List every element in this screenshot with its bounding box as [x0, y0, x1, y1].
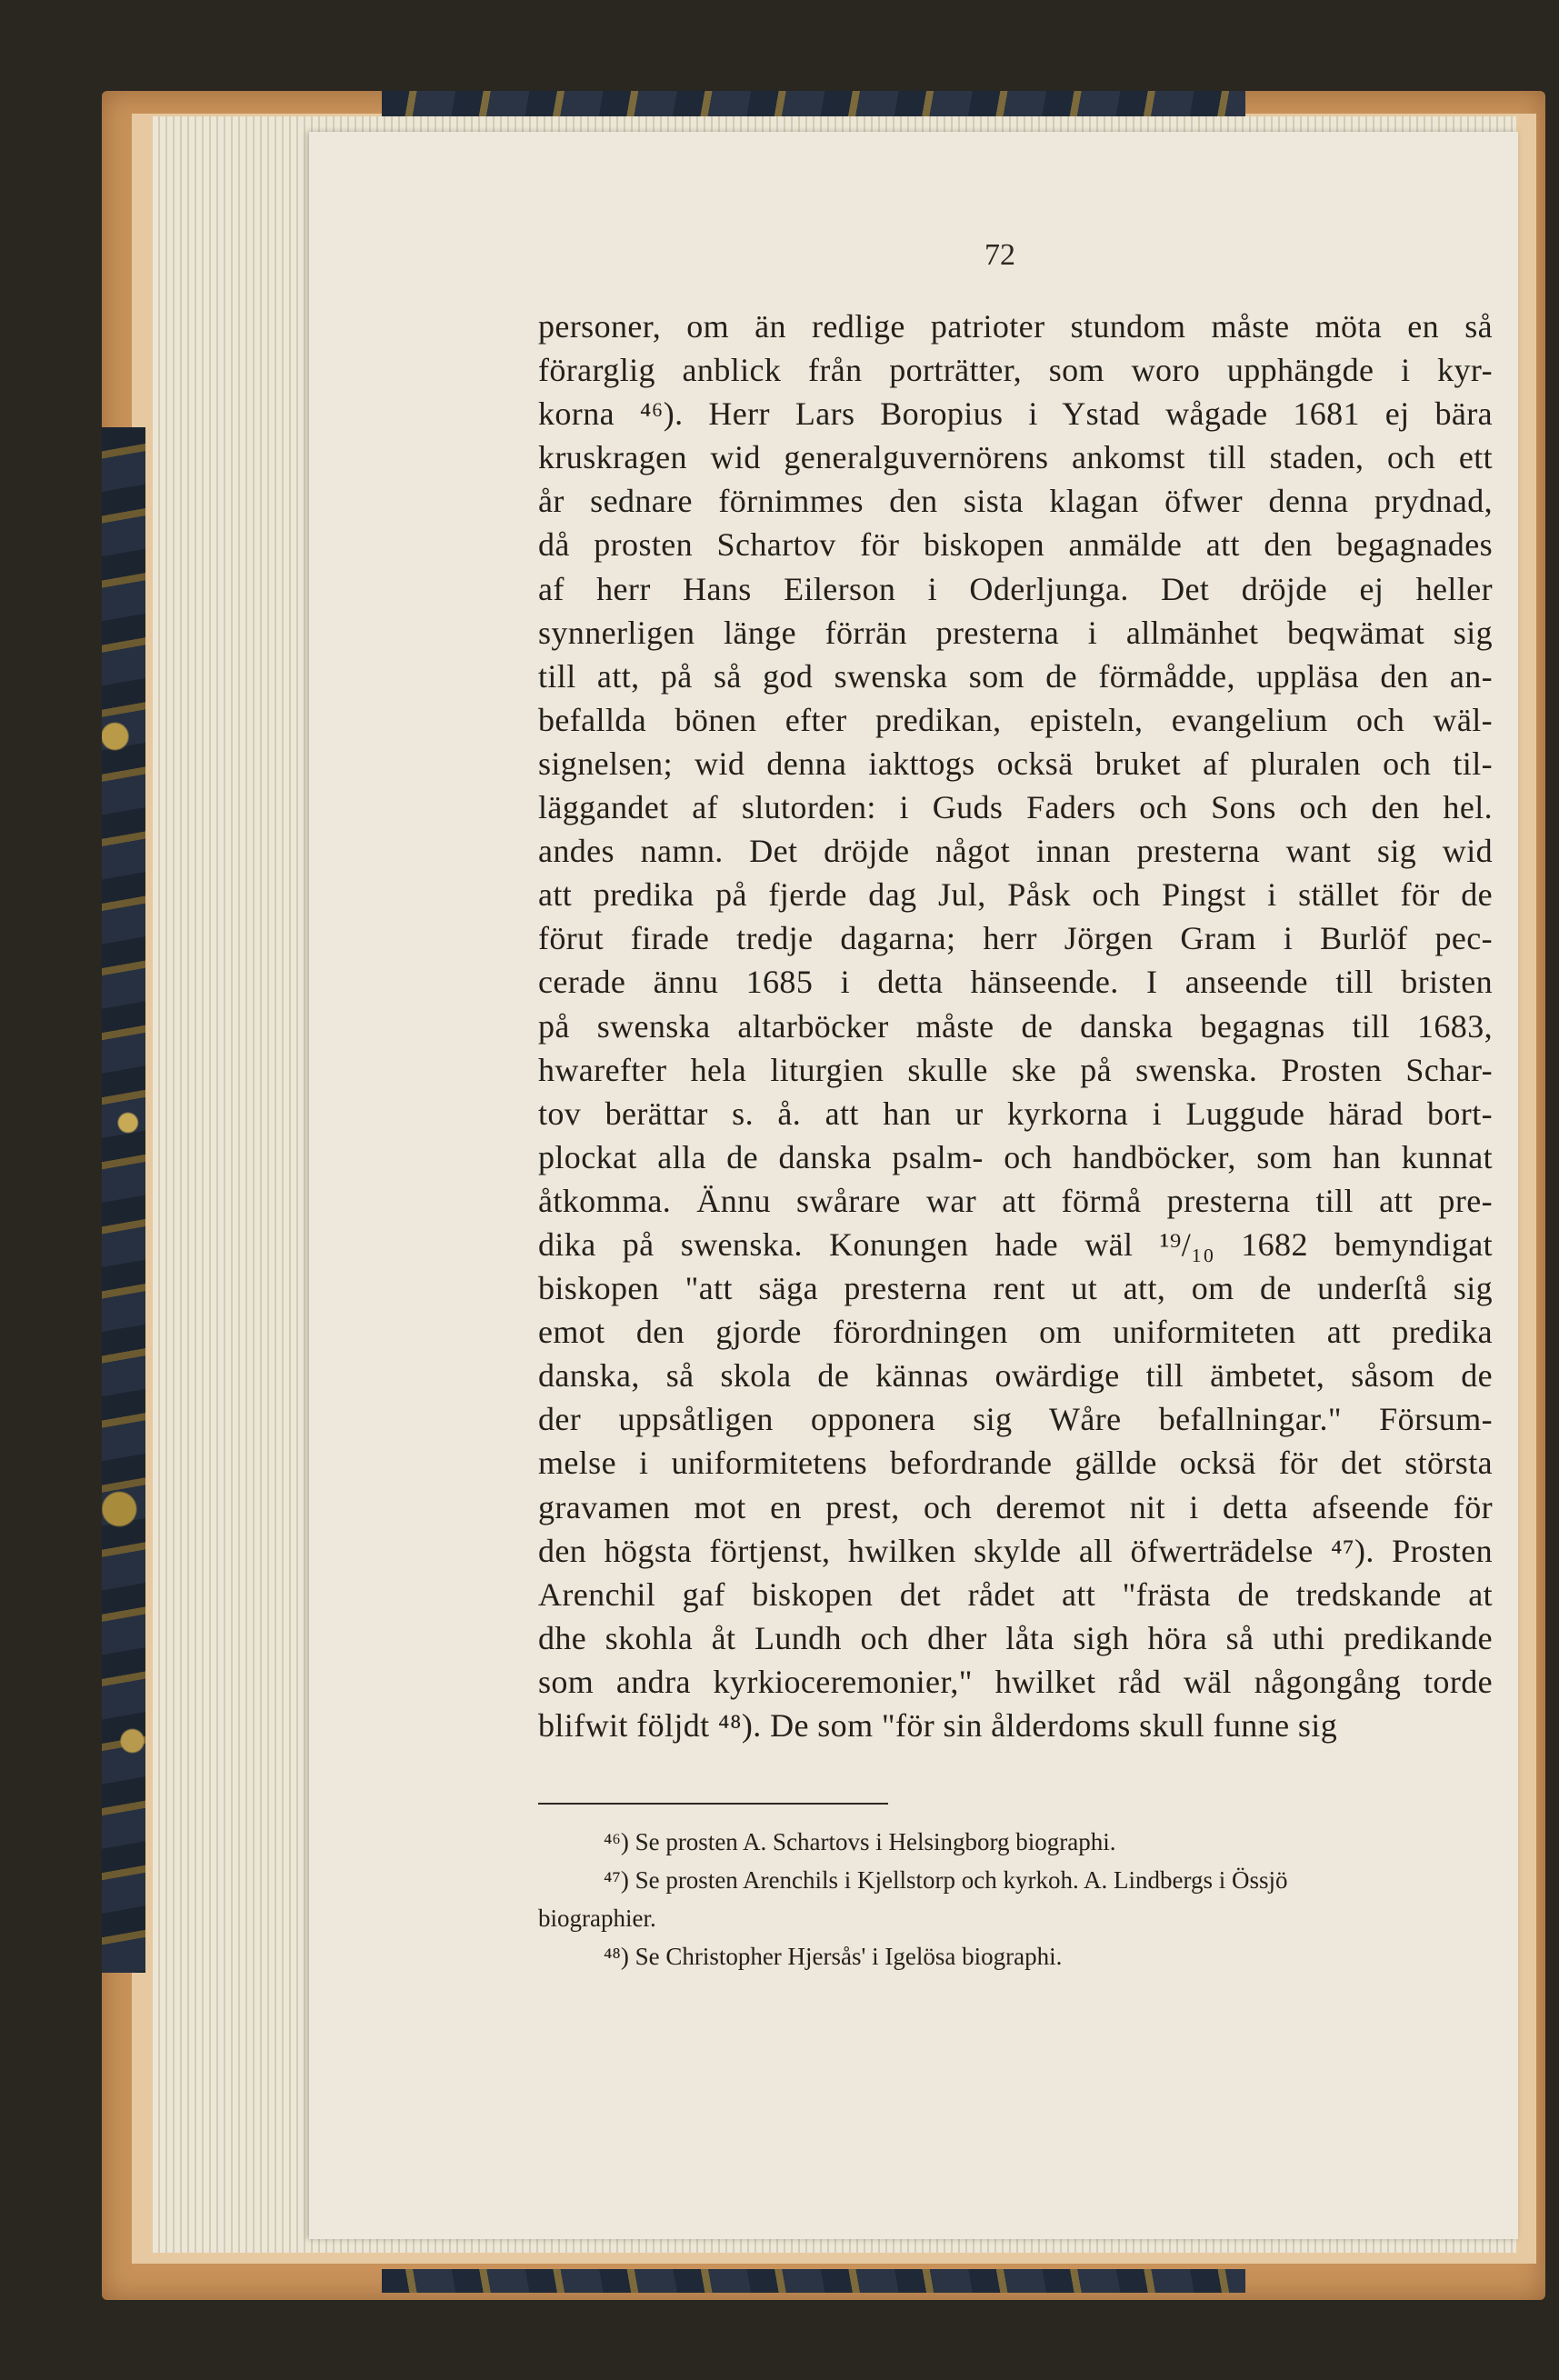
text-line: år sednare förnimmes den sista klagan öfwer denna prydnad,	[538, 483, 1493, 520]
text-line: gravamen mot en prest, och deremot nit i detta afseende för	[538, 1488, 1493, 1525]
text-line: åtkomma. Ännu swårare war att förmå presterna till att pre-	[538, 1182, 1493, 1219]
text-line: melse i uniformitetens befordrande gällde ocksä för det största	[538, 1445, 1493, 1482]
footnote-rule	[538, 1803, 888, 1805]
marbled-edge-left	[102, 427, 145, 1973]
text-line: andes namn. Det dröjde något innan presterna want sig wid	[538, 833, 1493, 870]
text-line: på swenska altarböcker måste de danska begagnas till 1683,	[538, 1007, 1493, 1045]
text-line: dika på swenska. Konungen hade wäl ¹⁹/₁₀ 1682 bemyndigat	[538, 1225, 1493, 1263]
text-line: befallda bönen efter predikan, episteln, evangelium och wäl-	[538, 701, 1493, 738]
text-line: den högsta förtjenst, hwilken skylde all öfwerträdelse ⁴⁷). Prosten	[538, 1532, 1493, 1569]
text-line: då prosten Schartov för biskopen anmälde att den begagnades	[538, 526, 1493, 564]
text-line: cerade ännu 1685 i detta hänseende. I anseende till bristen	[538, 964, 1493, 1001]
text-line: personer, om än redlige patrioter stundom måste möta en så	[538, 308, 1493, 345]
text-line: förarglig anblick från porträtter, som woro upphängde i kyr-	[538, 352, 1493, 389]
marbled-edge-bottom	[382, 2269, 1245, 2293]
text-line: dhe skohla åt Lundh och dher låta sigh höra så uthi predikande	[538, 1619, 1493, 1656]
text-line: hwarefter hela liturgien skulle ske på swenska. Prosten Schar-	[538, 1051, 1493, 1088]
text-line: förut firade tredje dagarna; herr Jörgen Gram i Burlöf pec-	[538, 920, 1493, 957]
text-line: plockat alla de danska psalm- och handböcker, som han kunnat	[538, 1138, 1493, 1175]
text-line: kruskragen wid generalguvernörens ankomst till staden, och ett	[538, 439, 1493, 476]
text-line: biskopen "att säga presterna rent ut att, om de underſtå sig	[538, 1270, 1493, 1307]
text-line: tov berättar s. å. att han ur kyrkorna i Luggude härad bort-	[538, 1095, 1493, 1132]
text-line: synnerligen länge förrän presterna i allmänhet beqwämat sig	[538, 614, 1493, 651]
text-line: som andra kyrkioceremonier," hwilket råd wäl någongång torde	[538, 1663, 1493, 1700]
text-line: af herr Hans Eilerson i Oderljunga. Det dröjde ej heller	[538, 570, 1493, 607]
text-line: att predika på fjerde dag Jul, Påsk och Pingst i stället för de	[538, 876, 1493, 914]
marbled-edge-top	[382, 91, 1245, 118]
footnote-line: ⁴⁸) Se Christopher Hjersås' i Igelösa biographi.	[604, 1943, 1063, 1970]
footnote-line: biographier.	[538, 1905, 656, 1932]
text-line: emot den gjorde förordningen om uniformiteten att predika	[538, 1314, 1493, 1351]
text-line: korna ⁴⁶). Herr Lars Boropius i Ystad wågade 1681 ej bära	[538, 395, 1493, 433]
page-number: 72	[984, 238, 1015, 272]
text-line: signelsen; wid denna iakttogs ocksä bruket af pluralen och til-	[538, 745, 1493, 782]
footnotes	[538, 1823, 1493, 1975]
text-line: till att, på så god swenska som de förmådde, uppläsa den an-	[538, 657, 1493, 695]
text-line: der uppsåtligen opponera sig Wåre befallningar." Försum-	[538, 1401, 1493, 1438]
text-line: läggandet af slutorden: i Guds Faders och Sons och den hel.	[538, 789, 1493, 826]
footnote-line: ⁴⁷) Se prosten Arenchils i Kjellstorp och kyrkoh. A. Lindbergs i Össjö	[604, 1866, 1288, 1894]
text-line: danska, så skola de kännas owärdige till ämbetet, såsom de	[538, 1357, 1493, 1395]
text-line: Arenchil gaf biskopen det rådet att "frästa de tredskande at	[538, 1575, 1493, 1613]
footnote-line: ⁴⁶) Se prosten A. Schartovs i Helsingborg biographi.	[604, 1828, 1116, 1855]
body-text	[538, 305, 1493, 1747]
text-line: blifwit följdt ⁴⁸). De som "för sin ålderdoms skull funne sig	[538, 1707, 1338, 1744]
